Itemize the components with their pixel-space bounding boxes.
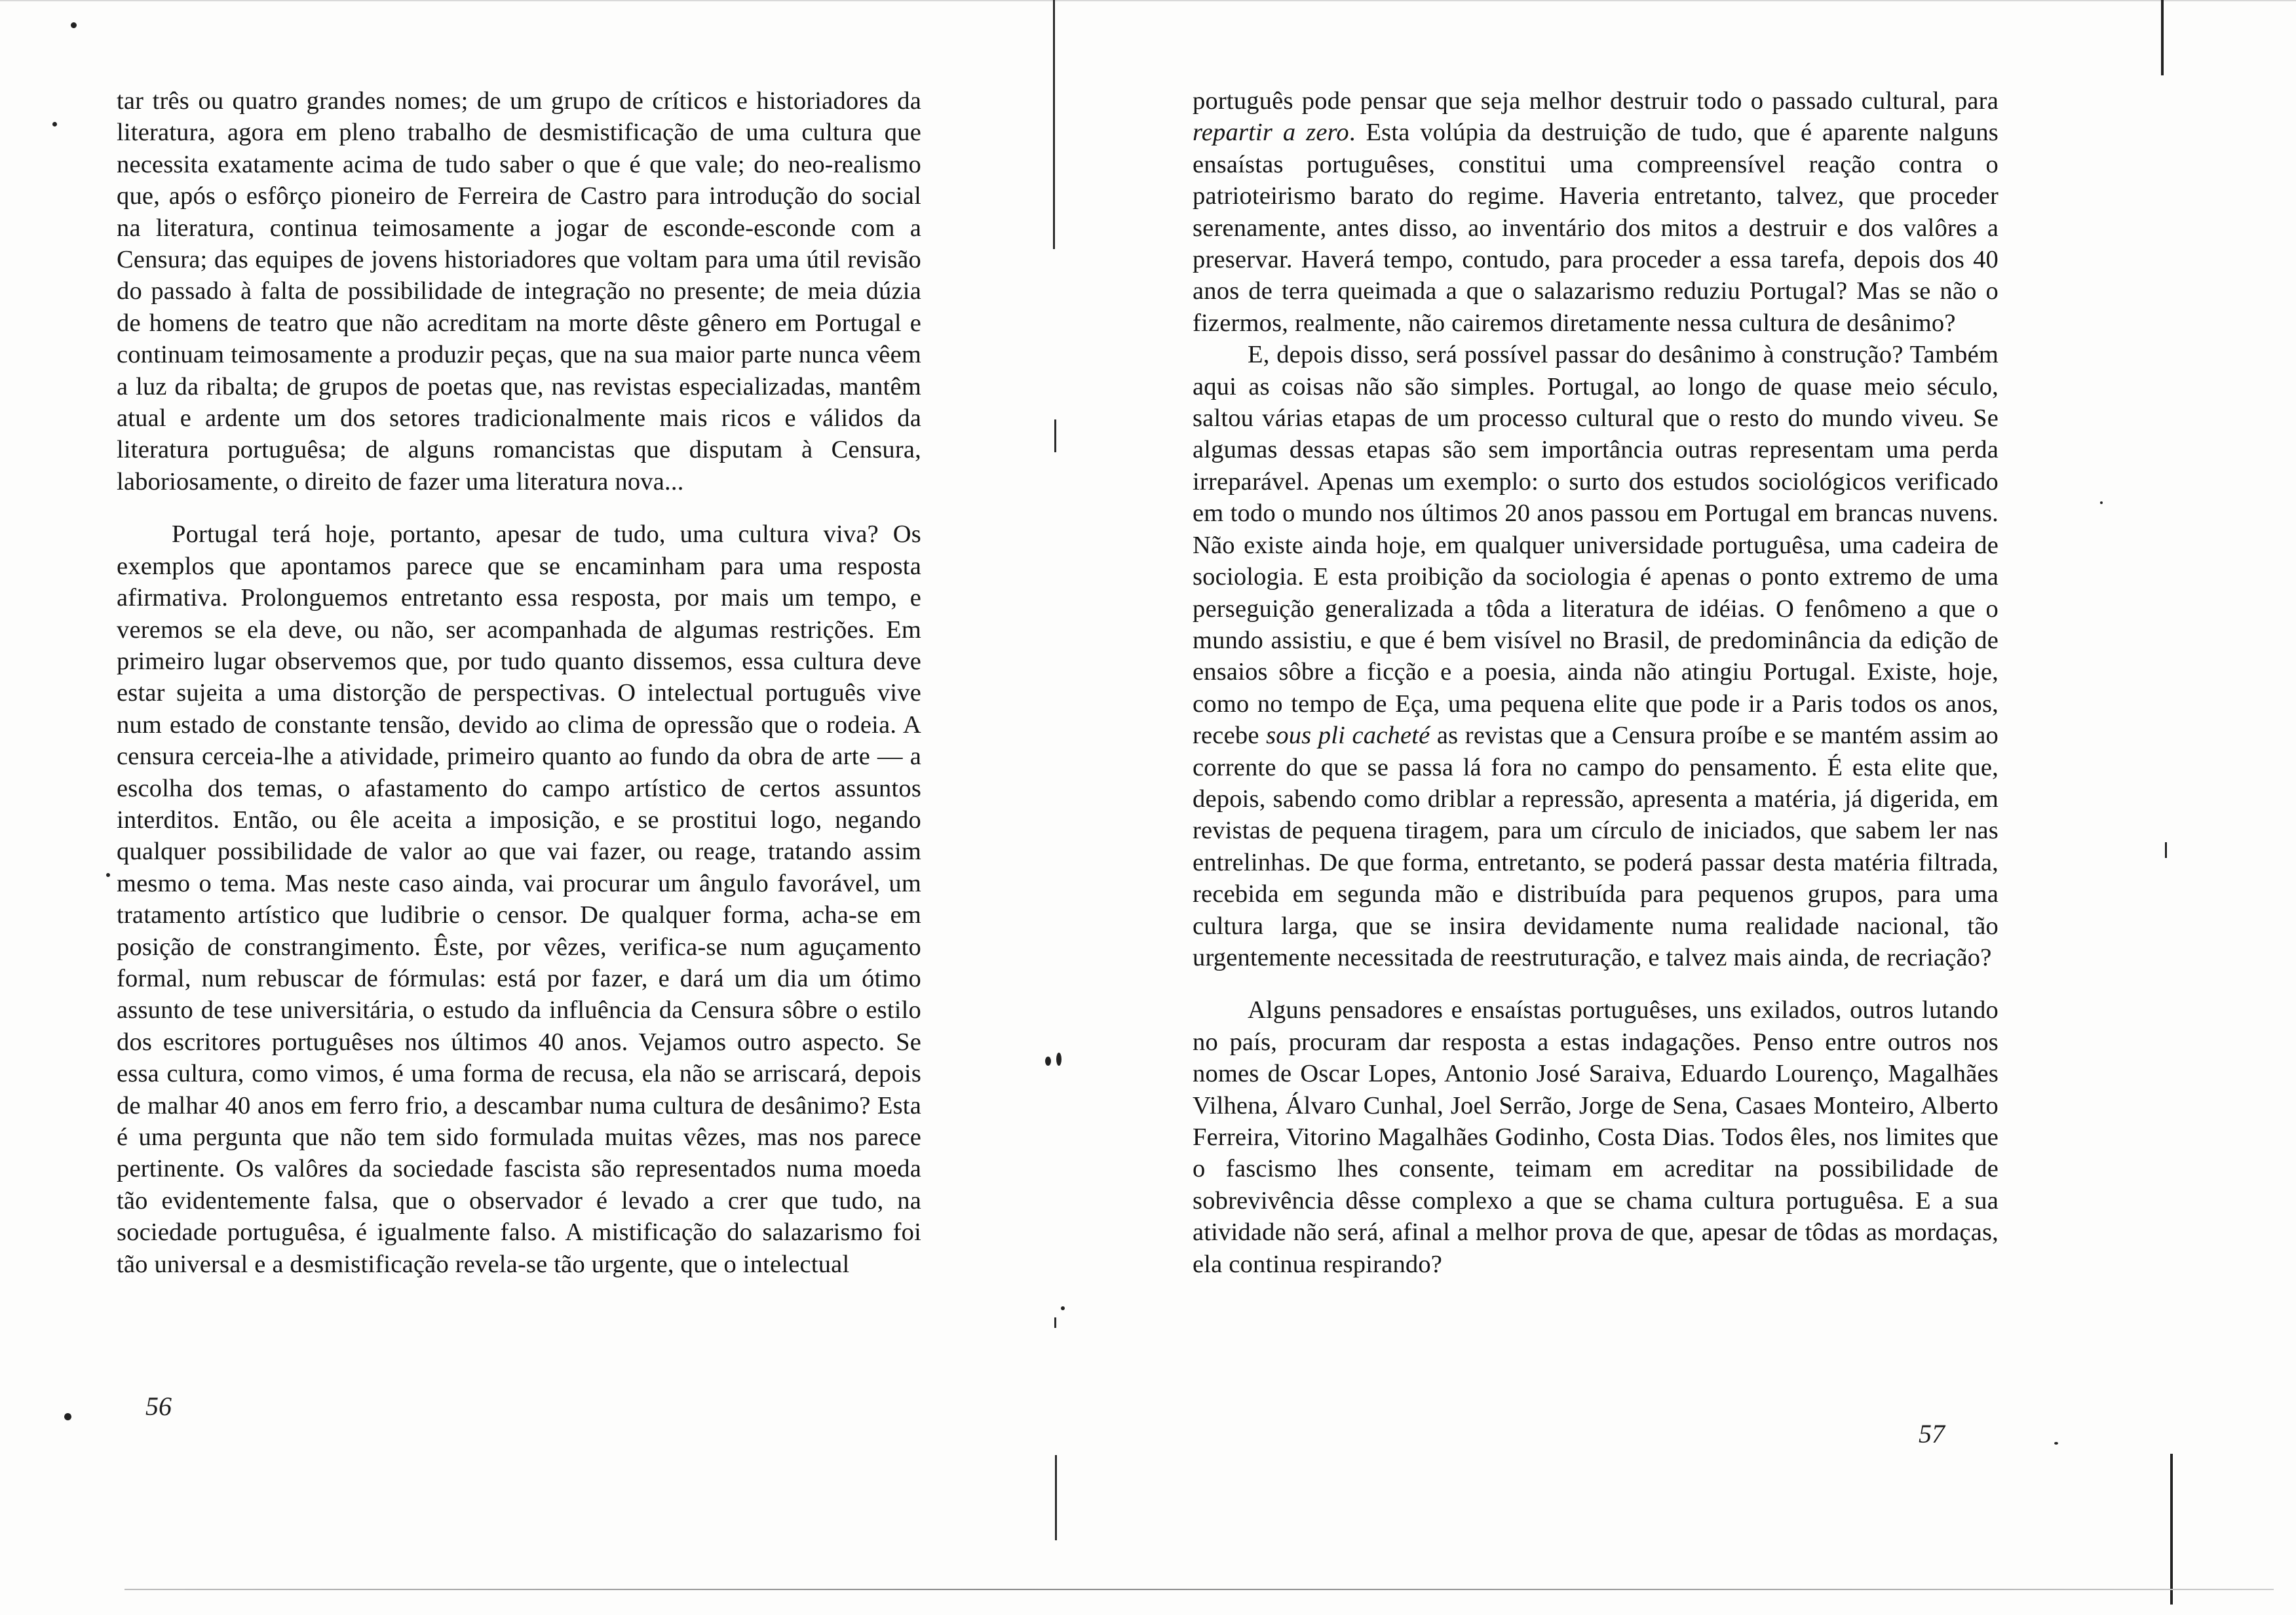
right-edge-mark-top bbox=[2161, 0, 2164, 75]
gutter-speck-1 bbox=[1045, 1057, 1051, 1066]
right-p2-text-a: E, depois disso, será possível passar do desânimo à construção? Também aqui as coisas não são simples. Portugal, ao longo de quase meio século, saltou várias etapas de um processo cultural que o resto do mundo viveu. Se algumas dessas etapas são sem importância outras representam uma perda irreparável. Apenas um exemplo: o surto dos estudos sociológicos verificado em todo o mundo nos últimos 20 anos passou em Portugal em brancas nuvens. Não existe ainda hoje, em qualquer universidade portuguêsa, uma cadeira de sociologia. E esta proibição da sociologia é apenas o ponto extremo de uma perseguição generalizada a tôda a literatura de idéias. O fenômeno a que o mundo assistiu, e que é bem visível no Brasil, de predominância da edição de ensaios sôbre a ficção e a poesia, ainda não atingiu Portugal. Existe, hoje, como no tempo de Eça, uma pequena elite que pode ir a Paris todos os anos, recebe bbox=[1193, 341, 1999, 750]
right-p1-emphasis: repartir a zero bbox=[1193, 119, 1349, 147]
right-page-text bbox=[1193, 85, 1999, 1280]
left-page-text bbox=[117, 85, 921, 1280]
gutter-speck-2 bbox=[1056, 1053, 1062, 1066]
scan-speck-a bbox=[71, 22, 77, 28]
right-paragraph-3 bbox=[1193, 994, 1999, 1280]
gutter-mark-1 bbox=[1054, 419, 1056, 452]
right-p2-emphasis: sous pli cacheté bbox=[1266, 722, 1430, 750]
scan-bottom-edge bbox=[124, 1589, 2274, 1590]
right-p3-text-a: Alguns pensadores e ensaístas portuguêses, uns exilados, outros lutando no país, procuram dar resposta a estas indagações. Penso entre outros nos nomes de Oscar Lopes, Antonio José Saraiva, Eduardo Lourenço, Magalhães Vilhena, Álvaro Cunhal, Joel Serrão, Jorge de Sena, Casaes Monteiro, Alberto Ferreira, Vitorino Magalhães Godinho, Costa Dias. Todos êles, nos limites que o fascismo lhes consente, teimam em acreditar na possibilidade de sobrevivência dêsse complexo a que se chama cultura portuguêsa. E a sua atividade não será, afinal a melhor prova de que, apesar de tôdas as mordaças, ela continua respirando? bbox=[1193, 996, 1999, 1278]
right-p2-text-b: as revistas que a Censura proíbe e se mantém assim ao corrente do que se passa lá fora no campo do pensamento. É esta elite que, depois, sabendo como driblar a repressão, apresenta a matéria, já digerida, em revistas de pequena tiragem, para um círculo de iniciados, que sabem ler nas entrelinhas. De que forma, entretanto, se poderá passar desta matéria filtrada, recebida em segunda mão e distribuída para pequenos grupos, para uma cultura larga, que se insira devidamente numa realidade nacional, tão urgentemente necessitada de reestruturação, e talvez mais ainda, de recriação? bbox=[1193, 722, 1999, 971]
left-page-number: 56 bbox=[145, 1391, 172, 1421]
gutter-mark-2 bbox=[1054, 1317, 1056, 1328]
left-paragraph-2: Portugal terá hoje, portanto, apesar de tudo, uma cultura viva? Os exemplos que apontamos parece que se encaminham para uma resposta afirmativa. Prolonguemos entretanto essa resposta, por mais um tempo, e veremos se ela deve, ou não, ser acompanhada de algumas restrições. Em primeiro lugar observemos que, por tudo quanto dissemos, essa cultura deve estar sujeita a uma distorção de perspectivas. O intelectual português vive num estado de constante tensão, devido ao clima de opressão que o rodeia. A censura cerceia-lhe a atividade, primeiro quanto ao fundo da obra de arte — a escolha dos temas, o afastamento do campo artístico de certos assuntos interditos. Então, ou êle aceita a imposição, e se prostitui logo, negando qualquer possibilidade de valor ao que vai fazer, ou reage, tratando assim mesmo o tema. Mas neste caso ainda, vai procurar um ângulo favorável, um tratamento artístico que ludibrie o censor. De qualquer forma, acha-se em posição de constrangimento. Êste, por vêzes, verifica-se num aguçamento formal, num rebuscar de fórmulas: está por fazer, e dará um dia um ótimo assunto de tese universitária, o estudo da influência da Censura sôbre o estilo dos escritores portuguêses nos últimos 40 anos. Vejamos outro aspecto. Se essa cultura, como vimos, é uma forma de recusa, ela não se arriscará, depois de malhar 40 anos em ferro frio, a descambar numa cultura de desânimo? Esta é uma pergunta que não tem sido formulada muitas vêzes, mas nos parece pertinente. Os valôres da sociedade fascista são representados numa moeda tão evidentemente falsa, que o observador é levado a crer que tudo, na sociedade portuguêsa, é igualmente falso. A mistificação do salazarismo foi tão universal e a desmistificação revela-se tão urgente, que o intelectual bbox=[117, 520, 921, 1278]
right-edge-line-bottom bbox=[2170, 1454, 2173, 1605]
gutter-line-top bbox=[1053, 0, 1055, 249]
right-page-number: 57 bbox=[1919, 1419, 1945, 1449]
left-paragraph-1: tar três ou quatro grandes nomes; de um grupo de críticos e historiadores da literatura, agora em pleno trabalho de desmistificação de uma cultura que necessita exatamente acima de tudo saber o que é que vale; do neo-realismo que, após o esfôrço pioneiro de Ferreira de Castro para introdução do social na literatura, continua teimosamente a jogar de esconde-esconde com a Censura; das equipes de jovens historiadores que voltam para uma útil revisão do passado à falta de possibilidade de integração no presente; de meia dúzia de homens de teatro que não acreditam na morte dêste gênero em Portugal e continuam teimosamente a produzir peças, que na sua maior parte nunca vêem a luz da ribalta; de grupos de poetas que, nas revistas especializadas, mantêm atual e ardente um dos setores tradicionalmente mais ricos e válidos da literatura portuguêsa; de alguns romancistas que disputam à Censura, laboriosamente, o direito de fazer uma literatura nova... bbox=[117, 87, 921, 496]
scan-speck-d bbox=[64, 1413, 71, 1420]
right-p1-text-b: . Esta volúpia da destruição de tudo, que é aparente nalguns ensaístas portuguêses, constitui uma compreensível reação contra o patrioteirismo barato do regime. Haveria entretanto, talvez, que proceder serenamente, antes disso, ao inventário dos mitos a destruir e dos valôres a preservar. Haverá tempo, contudo, para proceder a essa tarefa, depois dos 40 anos de terra queimada a que o salazarismo reduziu Portugal? Mas se não o fizermos, realmente, não cairemos diretamente nessa cultura de desânimo? bbox=[1193, 119, 1999, 337]
gutter-line-bottom bbox=[1055, 1455, 1057, 1540]
right-paragraph-1 bbox=[1193, 85, 1999, 339]
scan-speck-c bbox=[106, 873, 110, 877]
right-p1-text-a: português pode pensar que seja melhor destruir todo o passado cultural, para bbox=[1193, 87, 1999, 115]
scan-speck-f bbox=[2054, 1442, 2058, 1445]
scan-speck-g bbox=[2100, 501, 2103, 504]
scan-speck-e bbox=[1061, 1306, 1065, 1310]
scan-speck-b bbox=[52, 122, 57, 126]
right-paragraph-2 bbox=[1193, 339, 1999, 973]
right-edge-mark-mid bbox=[2165, 842, 2167, 858]
scan-top-edge bbox=[0, 0, 2296, 1]
